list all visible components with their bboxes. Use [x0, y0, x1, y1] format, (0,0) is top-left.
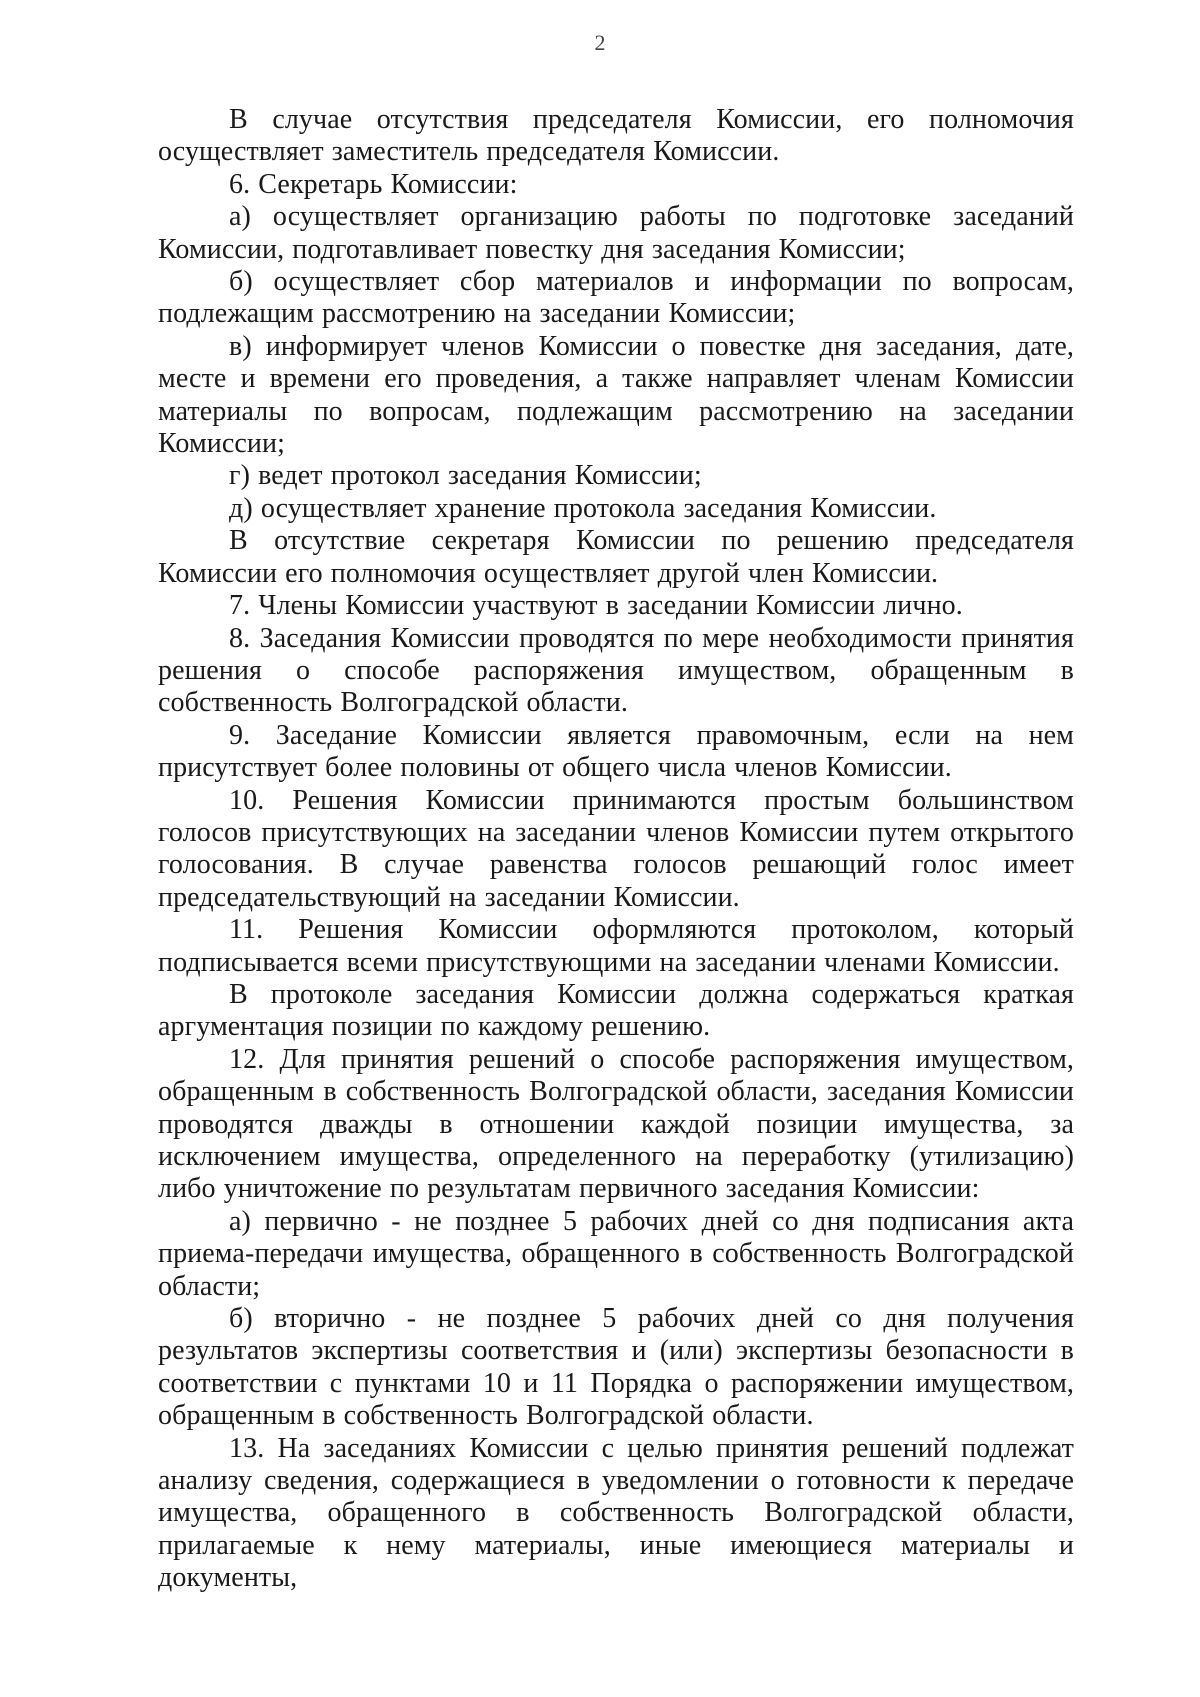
- paragraph-item-6v: в) информирует членов Комиссии о повестке дня заседания, дате, месте и времени его проведения, а также направляет членам Комиссии материалы по вопросам, подлежащим рассмотрению на заседании Комиссии;: [158, 330, 1074, 460]
- paragraph-item-7: 7. Члены Комиссии участвуют в заседании Комиссии лично.: [229, 590, 963, 622]
- paragraph-protocol-argumentation: В протоколе заседания Комиссии должна содержаться краткая аргументация позиции по каждому решению.: [158, 978, 1074, 1043]
- paragraph-item-6a: а) осуществляет организацию работы по подготовке заседаний Комиссии, подготавливает повестку дня заседания Комиссии;: [158, 201, 1074, 265]
- paragraph-secretary-absence: В отсутствие секретаря Комиссии по решению председателя Комиссии его полномочия осуществляет другой член Комиссии.: [158, 525, 1074, 589]
- paragraph-item-12b: б) вторично - не позднее 5 рабочих дней со дня получения результатов экспертизы соответствия и (или) экспертизы безопасности в соответствии с пунктами 10 и 11 Порядка о распоряжении имуществом, обращенным в собственность Волгоградской области.: [158, 1303, 1074, 1432]
- paragraph-item-6b: б) осуществляет сбор материалов и информации по вопросам, подлежащим рассмотрению на заседании Комиссии;: [158, 266, 1074, 330]
- paragraph-item-13: 13. На заседаниях Комиссии с целью принятия решений подлежат анализу сведения, содержащиеся в уведомлении о готовности к передаче имущества, обращенного в собственность Волгоградской области, прилагаемые к нему материалы, иные имеющиеся материалы и документы,: [158, 1432, 1074, 1594]
- paragraph-item-11: 11. Решения Комиссии оформляются протоколом, который подписывается всеми присутствующими на заседании членами Комиссии.: [158, 914, 1074, 978]
- paragraph-item-12a: а) первично - не позднее 5 рабочих дней со дня подписания акта приема-передачи имущества, обращенного в собственность Волгоградской области;: [158, 1205, 1074, 1302]
- paragraph-item-8: 8. Заседания Комиссии проводятся по мере необходимости принятия решения о способе распоряжения имуществом, обращенным в собственность Волгоградской области.: [158, 622, 1074, 719]
- paragraph-item-10: 10. Решения Комиссии принимаются простым большинством голосов присутствующих на заседании членов Комиссии путем открытого голосования. В случае равенства голосов решающий голос имеет председательствующий на заседании Комиссии.: [158, 784, 1074, 913]
- paragraph-item-6g: г) ведет протокол заседания Комиссии;: [229, 460, 702, 492]
- page-number: 2: [594, 30, 606, 55]
- paragraph-chairman-absence: В случае отсутствия председателя Комиссии, его полномочия осуществляет заместитель председателя Комиссии.: [158, 104, 1074, 168]
- paragraph-item-12: 12. Для принятия решений о способе распоряжения имуществом, обращенным в собственность Волгоградской области, заседания Комиссии проводятся дважды в отношении каждой позиции имущества, за исключением имущества, определенного на переработку (утилизацию) либо уничтожение по результатам первичного заседания Комиссии:: [158, 1043, 1074, 1205]
- paragraph-item-6d: д) осуществляет хранение протокола заседания Комиссии.: [229, 492, 937, 524]
- paragraph-item-6: 6. Секретарь Комиссии:: [229, 168, 518, 200]
- paragraph-item-9: 9. Заседание Комиссии является правомочным, если на нем присутствует более половины от общего числа членов Комиссии.: [158, 719, 1074, 784]
- document-body: [158, 104, 1074, 1595]
